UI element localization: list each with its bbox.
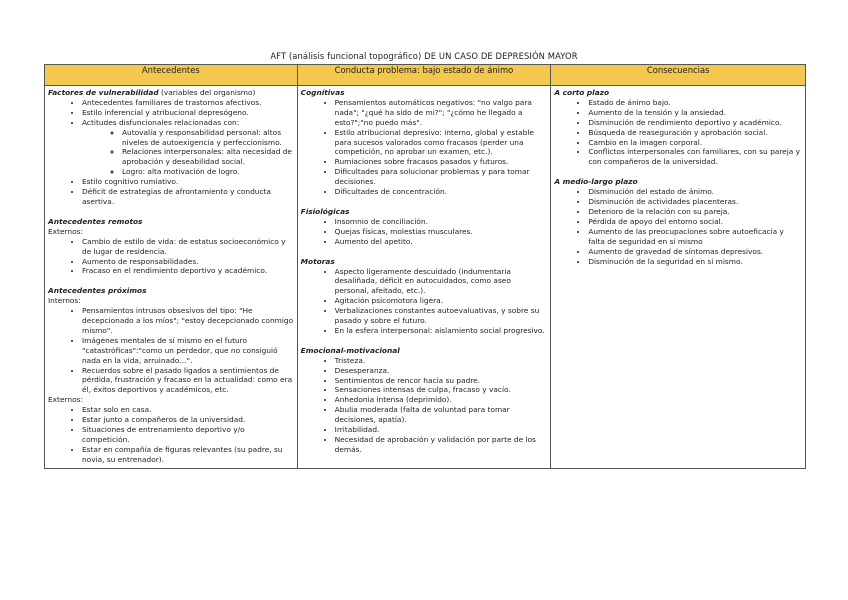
list-item: • Pensamientos intrusos obsesivos del tipo: "He decepcionado a los míos"; "estoy decepcionado conmigo mismo".	[82, 306, 294, 336]
list-item: • Situaciones de entrenamiento deportivo y/o competición.	[82, 425, 294, 445]
corto-list	[554, 98, 802, 167]
list-item: • Estilo cognitivo rumiativo.	[82, 177, 294, 187]
list-item: • Pensamientos automáticos negativos: "no valgo para nada"; "¿qué ha sido de mi?"; "¿cómo he llegado a esto?";"no puedo más".	[335, 98, 548, 128]
list-item: • Estado de ánimo bajo.	[588, 98, 802, 108]
vulnerabilidad-list	[48, 98, 294, 207]
list-item: • Deterioro de la relación con su pareja.	[588, 207, 802, 217]
list-item: ◦ Logro: alta motivación de logro.	[122, 167, 294, 177]
list-item: • Dificultades para solucionar problemas y para tomar decisiones.	[335, 167, 548, 187]
list-item: • Cambio en la imagen corporal.	[588, 138, 802, 148]
header-row	[45, 65, 806, 86]
list-item: • Aumento de las preocupaciones sobre autoeficacia y falta de seguridad en sí mismo	[588, 227, 802, 247]
vulnerabilidad-label: Factores de vulnerabilidad	[48, 88, 159, 97]
list-item: • Conflictos interpersonales con familiares, con su pareja y con compañeros de la universidad.	[588, 147, 802, 167]
conducta-cell	[297, 86, 551, 469]
list-item: • Estilo atribucional depresivo: interno, global y estable para sucesos valorados como fracasos (perder una competición, no aprobar un examen, etc.).	[335, 128, 548, 158]
antecedentes-cell	[45, 86, 298, 469]
list-item: • Disminución de la seguridad en sí mismo.	[588, 257, 802, 267]
fisiologicas-label: Fisiológicas	[300, 206, 350, 216]
fisiologicas-list	[301, 217, 548, 247]
list-item: • Agitación psicomotora ligera.	[335, 296, 548, 306]
list-item: • Disminución de actividades placenteras.	[588, 197, 802, 207]
list-item: • Anhedonia intensa (deprimido).	[335, 395, 548, 405]
remotos-sub: Externos:	[48, 226, 83, 236]
list-item: • Desesperanza.	[335, 366, 548, 376]
proximos-externos-list	[48, 405, 294, 464]
proximos-internos-list	[48, 306, 294, 395]
cognitivas-label: Cognitivas	[300, 88, 345, 97]
list-item: • Quejas físicas, molestias musculares.	[335, 227, 548, 237]
list-item: • Aumento del apetito.	[335, 237, 548, 247]
list-item: • Estar en compañía de figuras relevantes (su padre, su novia, su entrenador).	[82, 445, 294, 465]
consecuencias-cell	[551, 86, 806, 469]
list-item: • Abulia moderada (falta de voluntad para tomar decisiones, apatía).	[335, 405, 548, 425]
list-item-text: Actitudes disfuncionales relacionadas con:	[82, 117, 240, 127]
list-item: • Rumiaciones sobre fracasos pasados y futuros.	[335, 157, 548, 167]
header-conducta: Conducta problema: bajo estado de ánimo	[297, 65, 551, 86]
proximos-label: Antecedentes próximos	[48, 286, 147, 296]
emocional-label: Emocional-motivacional	[300, 345, 400, 355]
list-item: • Necesidad de aprobación y validación por parte de los demás.	[335, 435, 548, 455]
list-item: • Sensaciones intensas de culpa, fracaso y vacío.	[335, 385, 548, 395]
actitudes-sublist	[82, 128, 294, 178]
list-item: ◦ Relaciones interpersonales: alta necesidad de aprobación y deseabilidad social.	[122, 147, 294, 167]
header-consecuencias: Consecuencias	[551, 65, 806, 86]
list-item: • Déficit de estrategias de afrontamiento y conducta asertiva.	[82, 187, 294, 207]
list-item: ◦ Autovalía y responsabilidad personal: altos niveles de autoexigencia y perfeccionismo.	[122, 128, 294, 148]
list-item: • Sentimientos de rencor hacia su padre.	[335, 376, 548, 386]
list-item: • Imágenes mentales de sí mismo en el futuro "catastróficas":"como un perdedor, que no consiguió nada en la vida, arruinado…".	[82, 336, 294, 366]
list-item: • Aumento de responsabilidades.	[82, 257, 294, 267]
list-item: • Fracaso en el rendimiento deportivo y académico.	[82, 266, 294, 276]
list-item: • Irritabilidad.	[335, 425, 548, 435]
aft-table	[44, 64, 806, 469]
list-item: • Aspecto ligeramente descuidado (indumentaria desaliñada, déficit en autocuidados, como aseo personal, afeitado, etc.).	[335, 267, 548, 297]
list-item: • Estar solo en casa.	[82, 405, 294, 415]
cognitivas-list	[301, 98, 548, 197]
emocional-list	[301, 356, 548, 455]
proximos-internos: Internos:	[48, 296, 81, 306]
document-title: AFT (análisis funcional topográfico) DE UN CASO DE DEPRESIÓN MAYOR	[270, 51, 578, 61]
list-item: • Disminución de rendimiento deportivo y académico.	[588, 118, 802, 128]
list-item: • Recuerdos sobre el pasado ligados a sentimientos de pérdida, frustración y fracaso en la actualidad: como era él, éxitos deportivos y académicos, etc.	[82, 366, 294, 396]
list-item	[82, 118, 294, 177]
list-item: • En la esfera interpersonal: aislamiento social progresivo.	[335, 326, 548, 336]
list-item: • Disminución del estado de ánimo.	[588, 187, 802, 197]
proximos-externos: Externos:	[48, 395, 83, 405]
remotos-list	[48, 237, 294, 277]
list-item: • Insomnio de conciliación.	[335, 217, 548, 227]
medio-list	[554, 187, 802, 266]
list-item: • Aumento de gravedad de síntomas depresivos.	[588, 247, 802, 257]
list-item: • Antecedentes familiares de trastornos afectivos.	[82, 98, 294, 108]
list-item: • Estilo inferencial y atribucional depresógeno.	[82, 108, 294, 118]
remotos-label: Antecedentes remotos	[48, 216, 143, 226]
corto-label: A corto plazo	[554, 88, 610, 97]
list-item: • Cambio de estilo de vida: de estatus socioeconómico y de lugar de residencia.	[82, 237, 294, 257]
list-item: • Búsqueda de reaseguración y aprobación social.	[588, 128, 802, 138]
section-heading	[48, 88, 294, 98]
header-antecedentes: Antecedentes	[45, 65, 298, 86]
list-item: • Verbalizaciones constantes autoevaluativas, y sobre su pasado y sobre el futuro.	[335, 306, 548, 326]
list-item: • Tristeza.	[335, 356, 548, 366]
list-item: • Pérdida de apoyo del entorno social.	[588, 217, 802, 227]
motoras-list	[301, 267, 548, 336]
motoras-label: Motoras	[300, 256, 335, 266]
medio-label: A medio-largo plazo	[554, 177, 638, 187]
list-item: • Aumento de la tensión y la ansiedad.	[588, 108, 802, 118]
list-item: • Dificultades de concentración.	[335, 187, 548, 197]
list-item: • Estar junto a compañeros de la universidad.	[82, 415, 294, 425]
content-row	[45, 86, 806, 469]
vulnerabilidad-note: (variables del organismo)	[158, 88, 256, 97]
